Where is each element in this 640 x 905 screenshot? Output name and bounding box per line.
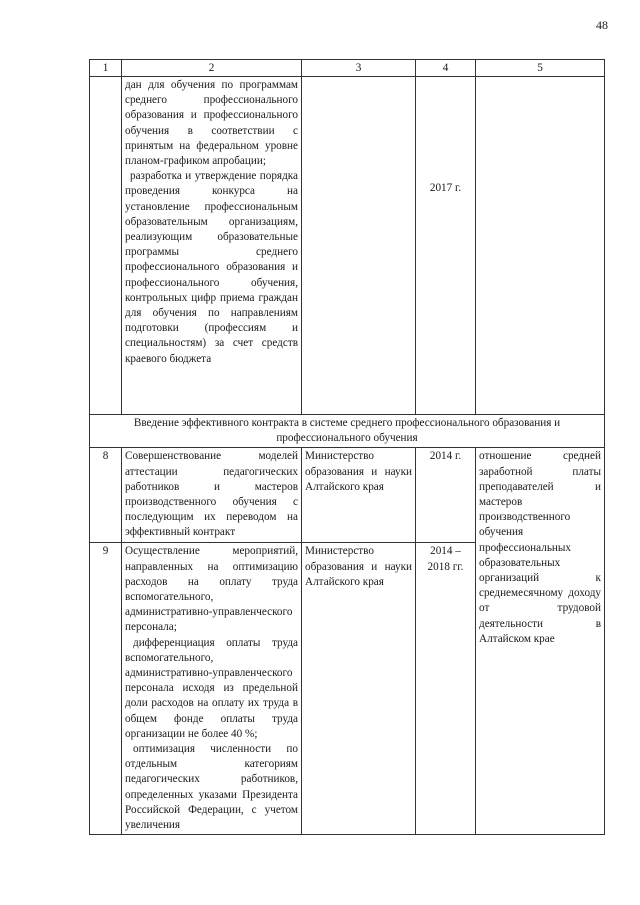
row-responsible: Министерство образования и науки Алтайского края: [302, 448, 416, 543]
header-col-1: 1: [90, 60, 122, 77]
cell-indicator-empty: [476, 77, 605, 415]
section-header-row: [90, 415, 605, 448]
action-paragraph: Осуществление мероприятий, направленных на оптимизацию расходов на оплату труда вспомогательного, административно-управленческого персонала;: [125, 545, 298, 634]
action-paragraph: разработка и утверждение порядка проведения конкурса на установление профессиональным образовательным организациям, реализующим образовательные программы среднего профессионального образования и профессионального обучения, контрольных цифр приема граждан для обучения по направлениям подготовки (профессиям и специальностям) за счет средств краевого бюджета: [125, 170, 298, 365]
cell-action: [122, 77, 302, 415]
header-col-2: 2: [122, 60, 302, 77]
header-col-3: 3: [302, 60, 416, 77]
header-row: [90, 60, 605, 77]
row-responsible: Министерство образования и науки Алтайского края: [302, 543, 416, 835]
action-paragraph: дифференциация оплаты труда вспомогательного, административно-управленческого персонала исходя из предельной доли расходов на оплату их труда в общем фонде оплаты труда организации не более 40 %;: [125, 636, 298, 740]
header-col-5: 5: [476, 60, 605, 77]
row-term: 2014 г.: [416, 448, 476, 543]
table-row-continued: [90, 77, 605, 415]
section-title: Введение эффективного контракта в системе среднего профессионального образования и профессионального обучения: [90, 415, 605, 448]
row-number: 8: [90, 448, 122, 543]
action-paragraph: оптимизация численности по отдельным категориям педагогических работников, определенных указами Президента Российской Федерации, с учетом увеличения: [125, 743, 298, 832]
page-number: 48: [596, 18, 608, 32]
row-number: 9: [90, 543, 122, 835]
table-row: [90, 448, 605, 543]
row-term: 2014 – 2018 гг.: [416, 543, 476, 835]
action-paragraph: дан для обучения по программам среднего профессионального образования и профессионального обучения в соответствии с принятым на федеральном уровне планом-графиком апробации;: [125, 79, 298, 168]
row-action: [122, 543, 302, 835]
cell-num-empty: [90, 77, 122, 415]
row-indicator: отношение средней заработной платы преподавателей и мастеров производственного обучения профессиональных образовательных организаций к среднемесячному доходу от трудовой деятельности в Алтайском крае: [476, 448, 605, 835]
cell-term: 2017 г.: [416, 77, 476, 415]
cell-responsible-empty: [302, 77, 416, 415]
row-action: Совершенствование моделей аттестации педагогических работников и мастеров производственного обучения с последующим их переводом на эффективный контракт: [122, 448, 302, 543]
measures-table: [89, 59, 605, 835]
header-col-4: 4: [416, 60, 476, 77]
